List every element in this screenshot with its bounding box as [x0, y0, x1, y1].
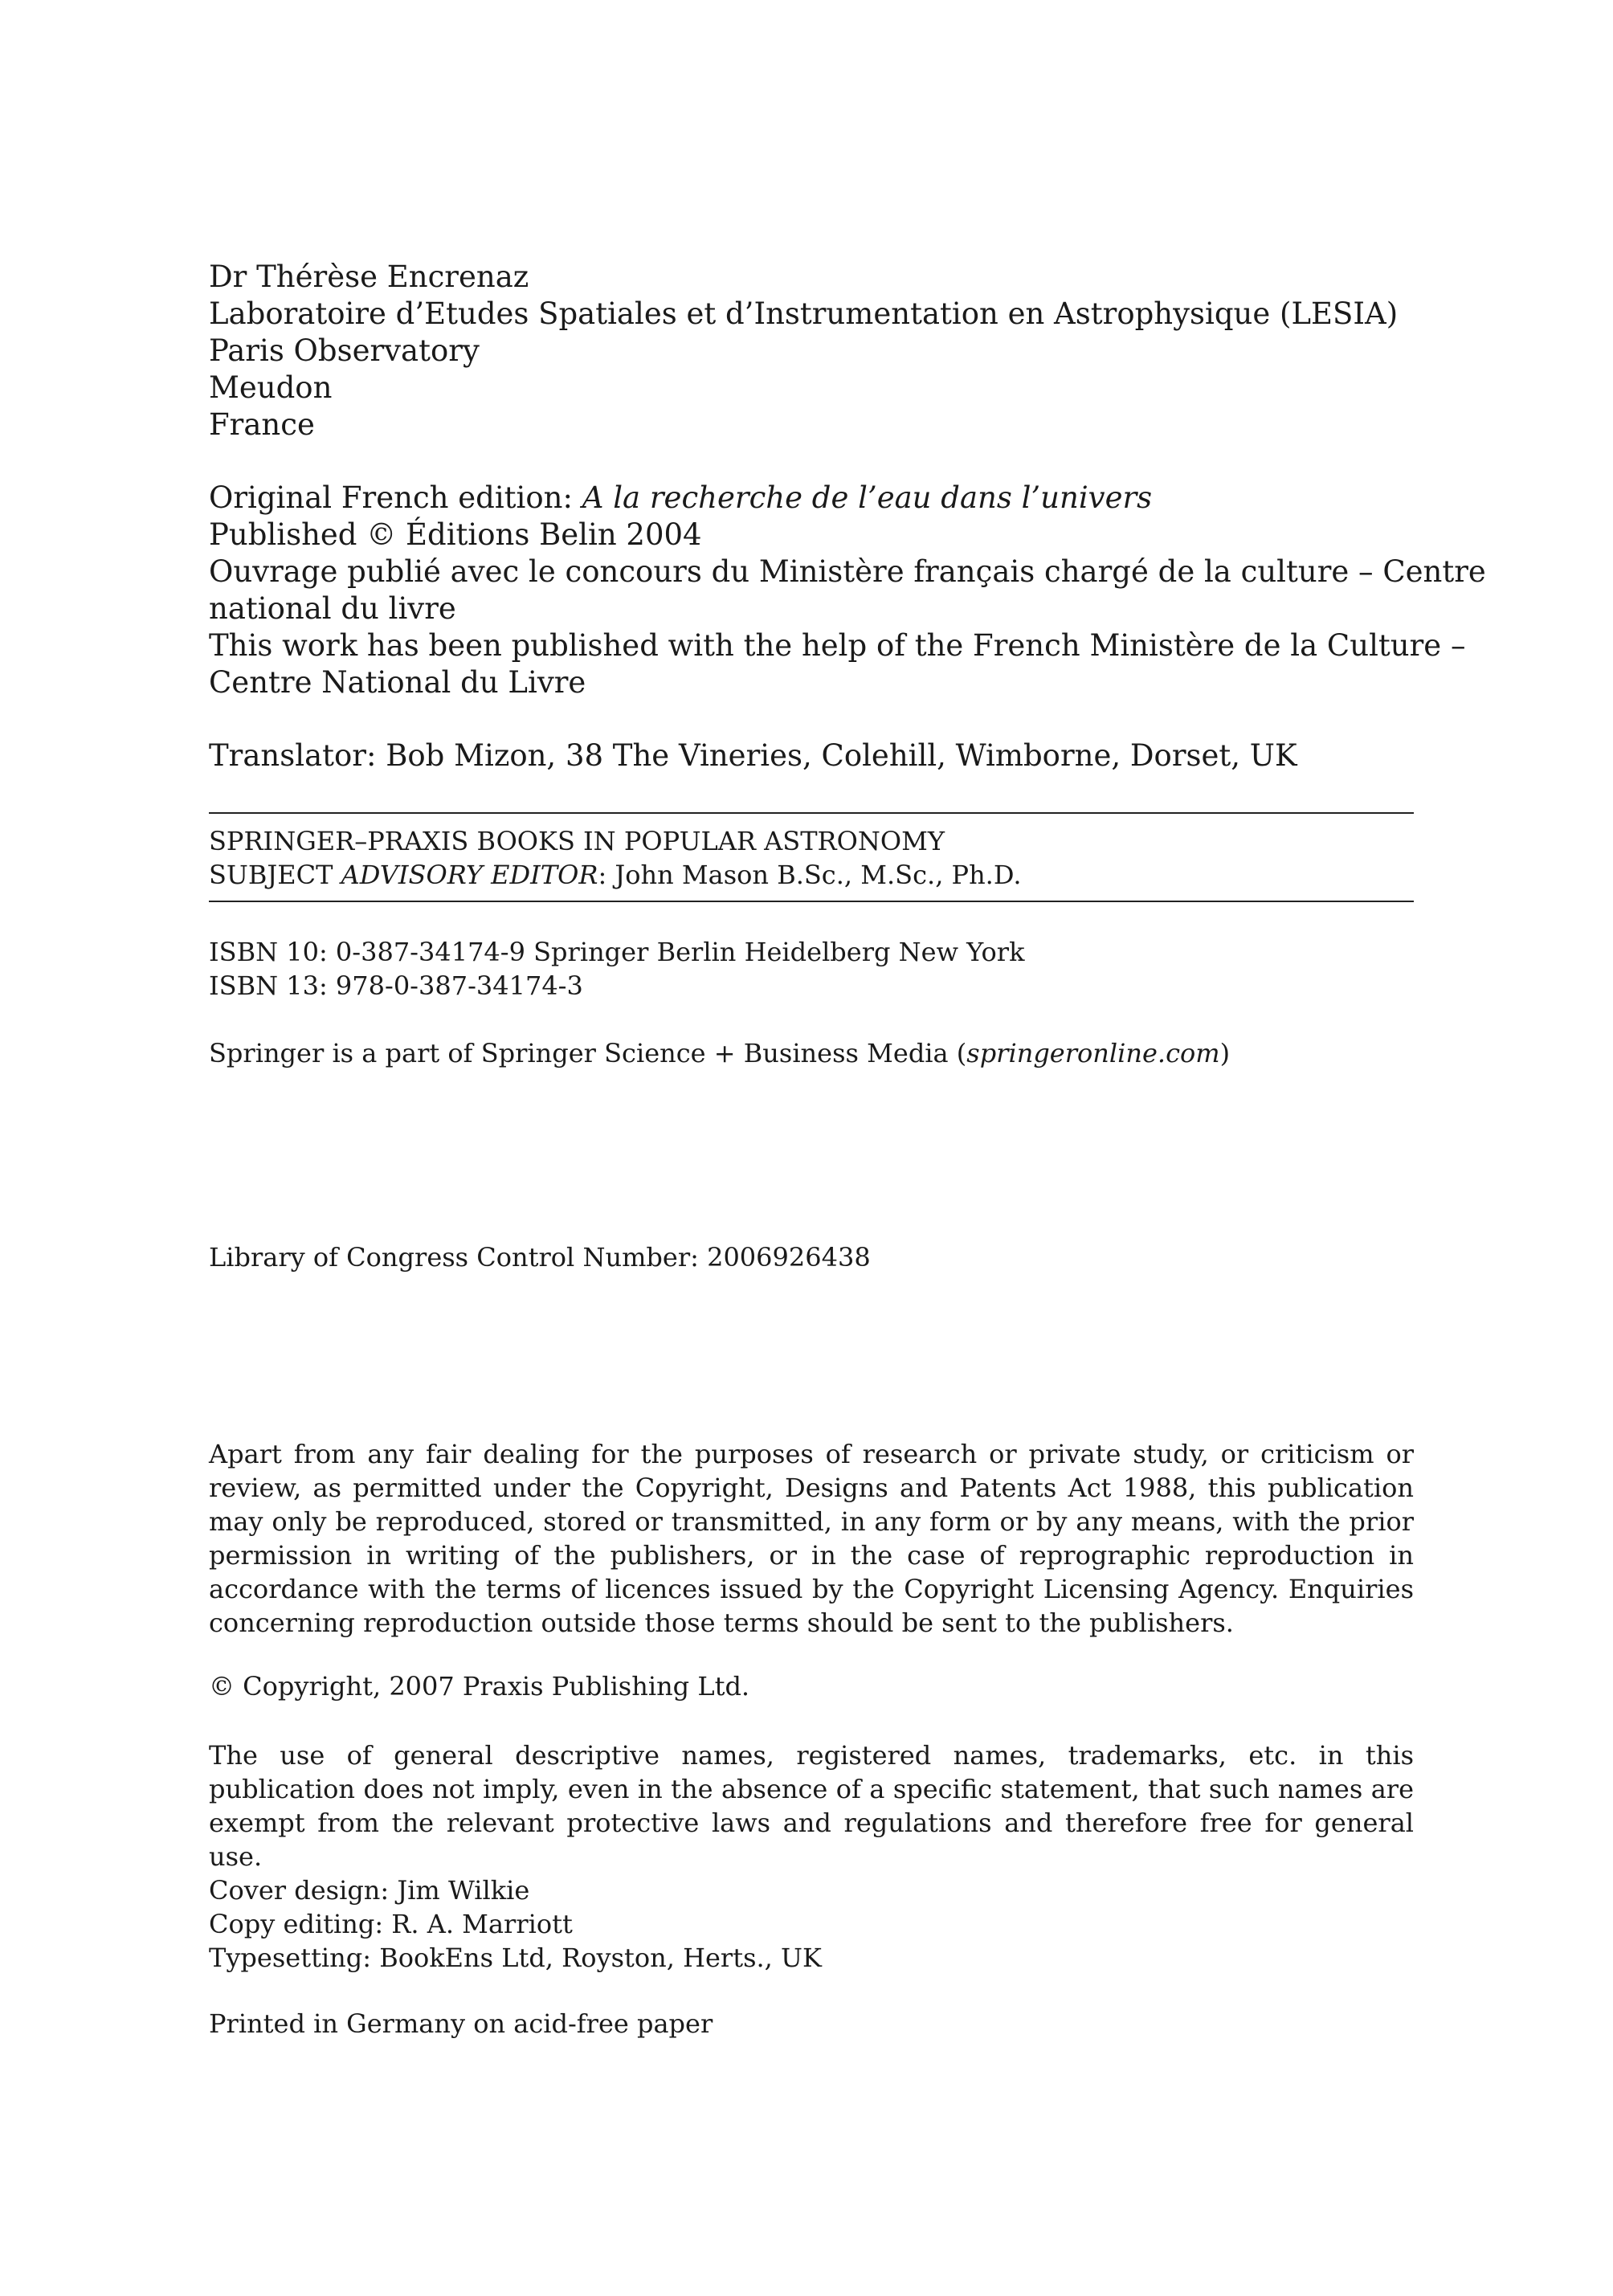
series-editor-line — [209, 858, 1414, 892]
author-address-block — [209, 259, 1414, 443]
french-support-line-1: Ouvrage publié avec le concours du Ministère français chargé de la culture – Centre — [209, 554, 1486, 589]
loc-block — [209, 1240, 1414, 1274]
series-block — [209, 824, 1414, 892]
author-city: Meudon — [209, 370, 333, 405]
copyright-block — [209, 1669, 1414, 1703]
series-subject-prefix: SUBJECT — [209, 860, 341, 890]
isbn-13: ISBN 13: 978-0-387-34174-3 — [209, 970, 583, 1001]
springer-suffix: ) — [1219, 1038, 1231, 1068]
series-top-rule — [209, 812, 1414, 814]
isbn-10: ISBN 10: 0-387-34174-9 Springer Berlin Heidelberg New York — [209, 937, 1025, 967]
isbn-block — [209, 935, 1414, 1003]
english-support-line-1: This work has been published with the help of the French Ministère de la Culture – — [209, 628, 1466, 663]
rights-paragraph: Apart from any fair dealing for the purposes of research or private study, or criticism or review, as permitted under the Copyright, Designs and Patents Act 1988, this publication may only be reproduced, stored or transmitted, in any form or by any means, with the prior permission in writing of the publishers, or in the case of reprographic reproduction in accordance with the terms of licences issued by the Copyright Licensing Agency. Enquiries concerning reproduction outside those terms should be sent to the publishers. — [209, 1439, 1414, 1638]
trademarks-block — [209, 1738, 1414, 1873]
series-title: SPRINGER–PRAXIS BOOKS IN POPULAR ASTRONOMY — [209, 826, 945, 856]
series-bottom-rule — [209, 901, 1414, 902]
translator-line: Translator: Bob Mizon, 38 The Vineries, Colehill, Wimborne, Dorset, UK — [209, 738, 1297, 773]
french-support-line-2: national du livre — [209, 591, 456, 626]
copy-editing-credit: Copy editing: R. A. Marriott — [209, 1909, 573, 1939]
printed-block — [209, 2007, 1414, 2041]
springer-prefix: Springer is a part of Springer Science + Business Media ( — [209, 1038, 967, 1068]
springer-block — [209, 1036, 1414, 1070]
springer-site: springeronline.com — [966, 1038, 1220, 1068]
series-advisory-label: ADVISORY EDITOR — [341, 860, 598, 890]
series-editor-name: : John Mason B.Sc., M.Sc., Ph.D. — [598, 860, 1022, 890]
translator-block — [209, 737, 1414, 774]
author-country: France — [209, 407, 315, 442]
edition-block — [209, 480, 1486, 701]
original-edition-line — [209, 480, 1414, 517]
copyright-line: © Copyright, 2007 Praxis Publishing Ltd. — [209, 1671, 750, 1702]
author-observatory: Paris Observatory — [209, 333, 480, 368]
cover-design-credit: Cover design: Jim Wilkie — [209, 1875, 530, 1906]
typesetting-credit: Typesetting: BookEns Ltd, Royston, Herts., UK — [209, 1943, 822, 1973]
rights-block — [209, 1437, 1414, 1640]
published-line: Published © Éditions Belin 2004 — [209, 517, 702, 552]
trademarks-paragraph: The use of general descriptive names, registered names, trademarks, etc. in this publication does not imply, even in the absence of a specific statement, that such names are exempt from the relevant protective laws and regulations and therefore free for general use. — [209, 1740, 1414, 1872]
author-lab: Laboratoire d’Etudes Spatiales et d’Instrumentation en Astrophysique (LESIA) — [209, 296, 1399, 331]
printed-line: Printed in Germany on acid-free paper — [209, 2008, 713, 2039]
english-support-line-2: Centre National du Livre — [209, 665, 586, 700]
author-name: Dr Thérèse Encrenaz — [209, 259, 529, 294]
loc-control-number: Library of Congress Control Number: 2006926438 — [209, 1242, 871, 1273]
credits-block — [209, 1873, 1414, 1975]
original-edition-prefix: Original French edition: — [209, 480, 582, 515]
springer-line — [209, 1036, 1414, 1070]
original-edition-title: A la recherche de l’eau dans l’univers — [582, 480, 1153, 515]
